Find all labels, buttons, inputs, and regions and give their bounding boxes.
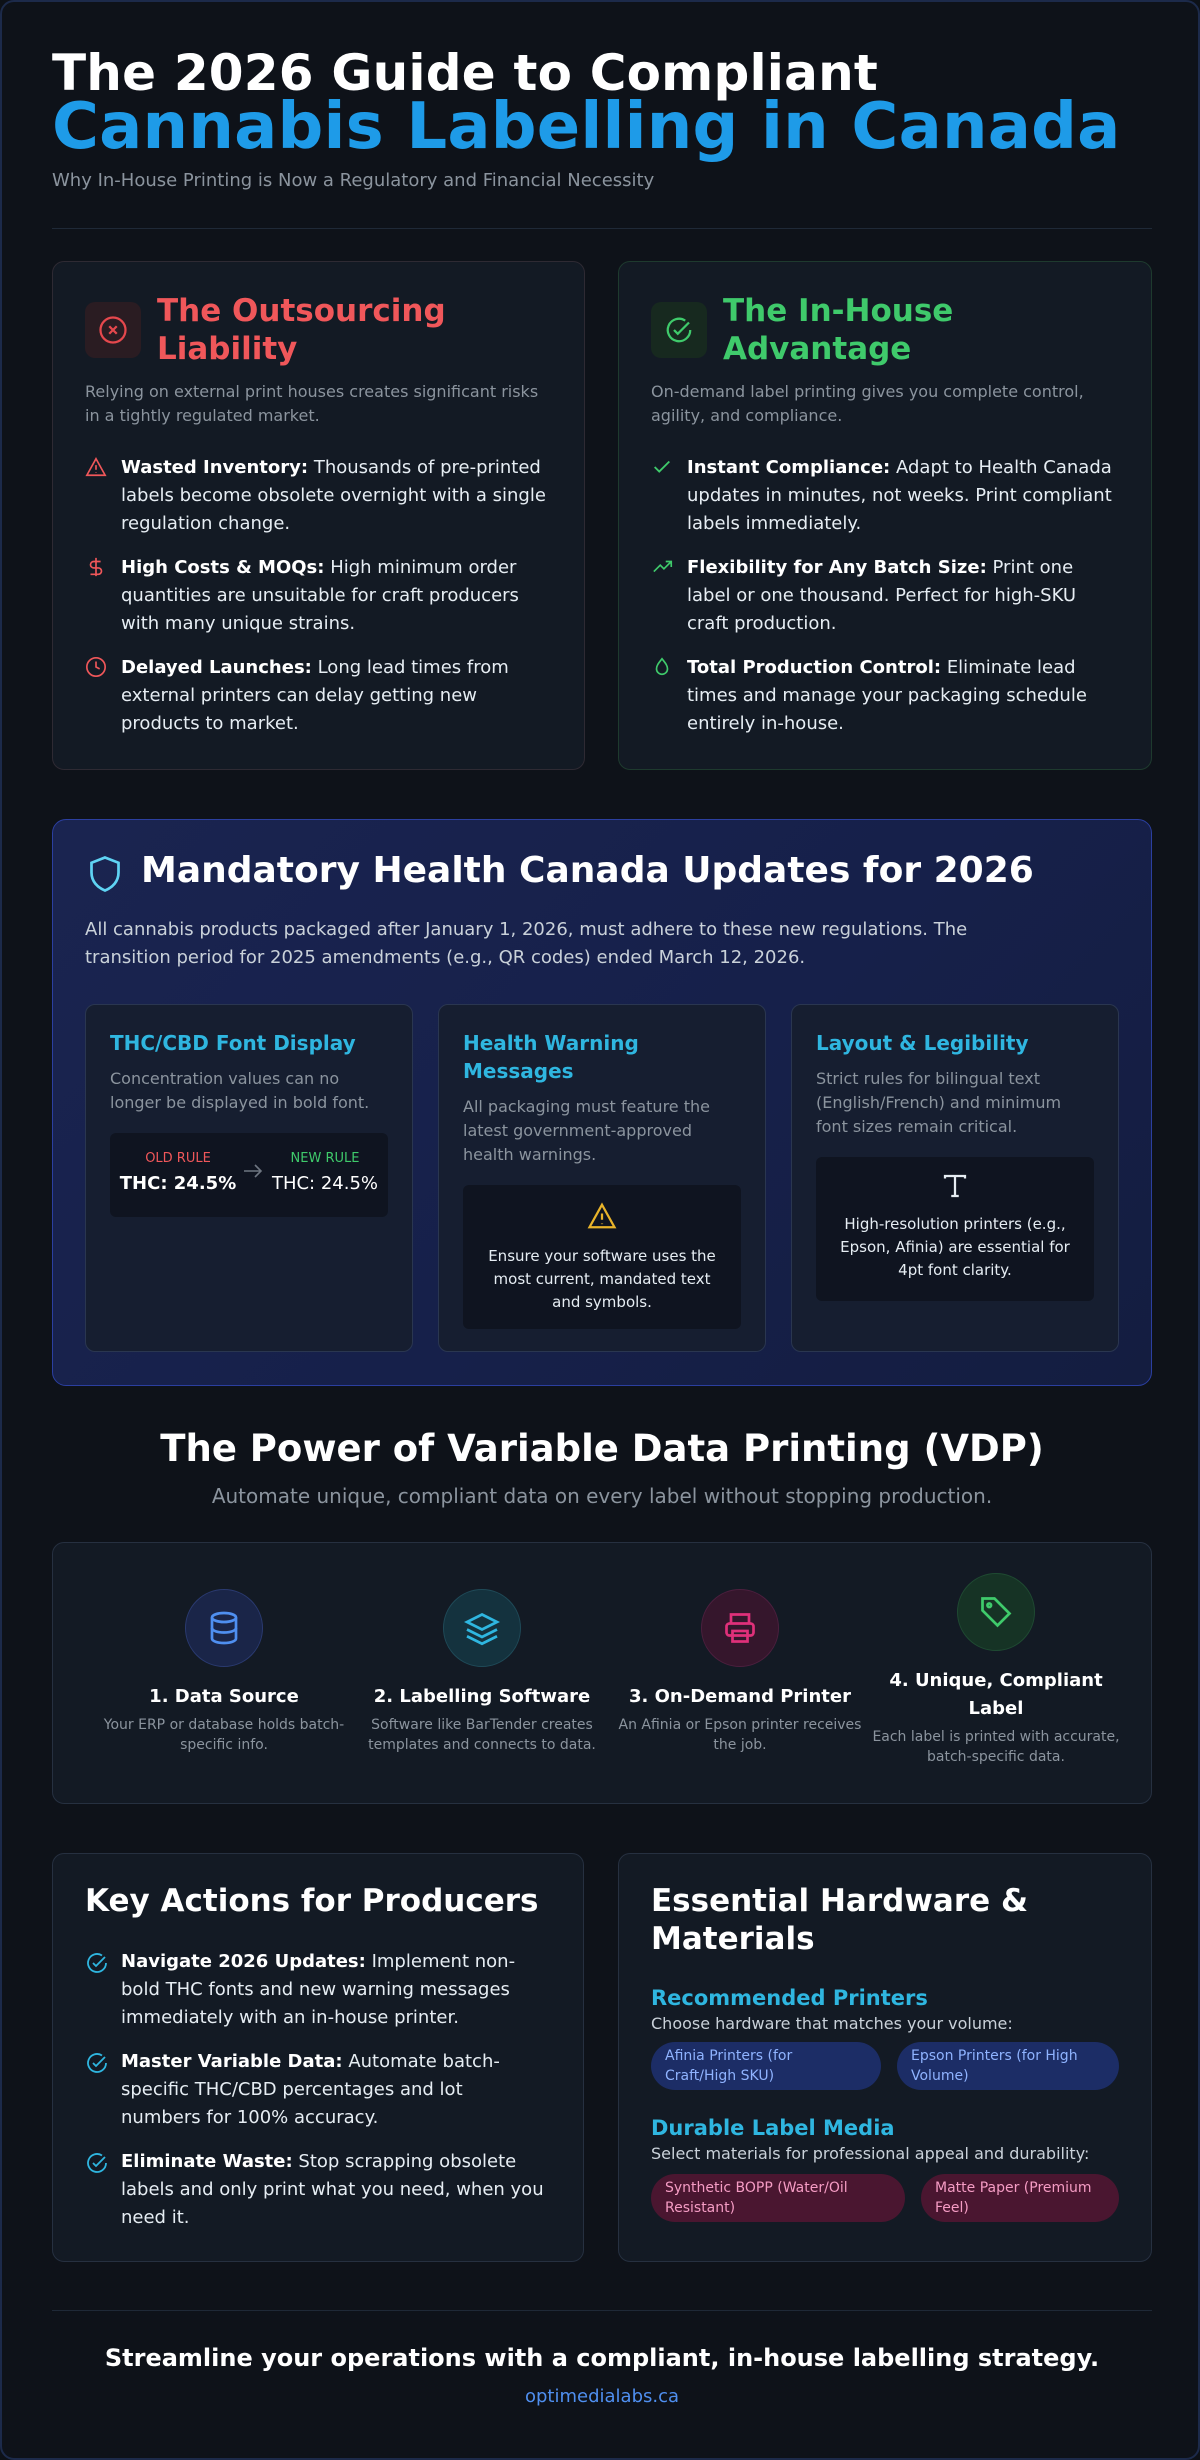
health-warning-card	[438, 1004, 766, 1352]
inhouse-advantage-card	[618, 261, 1152, 770]
step-title: 2. Labelling Software	[373, 1686, 591, 1707]
action-heading: Eliminate Waste:	[121, 2151, 293, 2172]
old-rule-value: THC: 24.5%	[119, 1173, 237, 1194]
item-text: High minimum order quantities are unsuitable for craft producers with many unique strains.	[121, 557, 519, 634]
key-actions-title: Key Actions for Producers	[85, 1883, 539, 1919]
item-heading: Wasted Inventory:	[121, 457, 309, 478]
outsourcing-item	[85, 554, 548, 638]
vdp-step-labelling-software	[357, 1589, 607, 1755]
media-pill: Synthetic BOPP (Water/Oil Resistant)	[651, 2174, 905, 2222]
media-description: Select materials for professional appeal and durability:	[651, 2144, 1090, 2163]
clock-icon	[85, 654, 121, 738]
tag-icon	[957, 1573, 1035, 1651]
action-item	[85, 1948, 547, 2032]
outsourcing-description: Relying on external print houses creates significant risks in a tightly regulated market.	[85, 382, 539, 425]
inhouse-title: The In-House Advantage	[723, 293, 954, 367]
health-warning-note-box	[463, 1185, 741, 1329]
item-text: Long lead times from external printers can delay getting new products to market.	[121, 657, 509, 734]
check-circle-icon	[651, 302, 707, 358]
page-title-line2: Cannabis Labelling in Canada	[52, 90, 1121, 164]
health-warning-title: Health Warning Messages	[463, 1031, 639, 1083]
item-heading: Instant Compliance:	[687, 457, 891, 478]
vdp-step-label	[861, 1573, 1131, 1767]
alert-triangle-icon	[463, 1201, 741, 1235]
step-text: Your ERP or database holds batch-specific info.	[103, 1717, 345, 1753]
droplet-icon	[651, 654, 687, 738]
step-text: Software like BarTender creates templates and connects to data.	[368, 1717, 596, 1753]
font-display-description: Concentration values can no longer be displayed in bold font.	[110, 1069, 370, 1112]
warning-triangle-icon	[85, 454, 121, 538]
key-actions-card	[52, 1853, 584, 2262]
layout-legibility-description: Strict rules for bilingual text (English/French) and minimum font sizes remain critical.	[816, 1069, 1062, 1136]
outsourcing-title: The Outsourcing Liability	[157, 293, 446, 367]
printer-pill: Afinia Printers (for Craft/High SKU)	[651, 2042, 881, 2090]
action-item	[85, 2148, 547, 2232]
footer-cta: Streamline your operations with a compliant, in-house labelling strategy.	[104, 2344, 1100, 2372]
old-rule-label: OLD RULE	[145, 1151, 211, 1166]
printer-icon	[701, 1589, 779, 1667]
step-title: 3. On-Demand Printer	[629, 1686, 851, 1707]
vdp-step-printer	[615, 1589, 865, 1755]
item-heading: Flexibility for Any Batch Size:	[687, 557, 987, 578]
step-title: 1. Data Source	[149, 1686, 299, 1707]
vdp-step-data-source	[99, 1589, 349, 1755]
layout-legibility-title: Layout & Legibility	[816, 1031, 1029, 1055]
new-rule-label: NEW RULE	[290, 1151, 360, 1166]
item-heading: Total Production Control:	[687, 657, 942, 678]
check-icon	[651, 454, 687, 538]
font-display-title: THC/CBD Font Display	[110, 1031, 356, 1055]
hardware-title: Essential Hardware & Materials	[651, 1883, 1028, 1957]
dollar-icon	[85, 554, 121, 638]
item-text: Print one label or one thousand. Perfect for high-SKU craft production.	[687, 557, 1077, 634]
health-warning-note: Ensure your software uses the most current, mandated text and symbols.	[488, 1247, 716, 1311]
type-icon	[816, 1171, 1094, 1205]
footer-divider	[52, 2310, 1152, 2311]
inhouse-item	[651, 554, 1115, 638]
printers-heading: Recommended Printers	[651, 1986, 928, 2010]
media-heading: Durable Label Media	[651, 2116, 895, 2140]
trending-up-icon	[651, 554, 687, 638]
item-heading: Delayed Launches:	[121, 657, 312, 678]
check-circle-icon	[85, 2048, 121, 2132]
item-text: Adapt to Health Canada updates in minutes, not weeks. Print compliant labels immediately.	[687, 457, 1112, 534]
action-heading: Master Variable Data:	[121, 2051, 343, 2072]
page-subtitle: Why In-House Printing is Now a Regulatory and Financial Necessity	[52, 170, 655, 191]
step-title: 4. Unique, Compliant Label	[889, 1670, 1103, 1719]
media-pill: Matte Paper (Premium Feel)	[921, 2174, 1119, 2222]
item-text: Thousands of pre-printed labels become obsolete overnight with a single regulation change.	[121, 457, 546, 534]
action-text: Stop scrapping obsolete labels and only print what you need, when you need it.	[121, 2151, 544, 2228]
vdp-title: The Power of Variable Data Printing (VDP)	[160, 1427, 1044, 1470]
check-circle-icon	[85, 1948, 121, 2032]
font-display-card	[85, 1004, 413, 1352]
step-text: Each label is printed with accurate, batch-specific data.	[872, 1729, 1120, 1765]
step-text: An Afinia or Epson printer receives the job.	[618, 1717, 862, 1753]
mandatory-title: Mandatory Health Canada Updates for 2026	[141, 850, 1034, 891]
vdp-steps-card	[52, 1542, 1152, 1804]
outsourcing-liability-card	[52, 261, 585, 770]
mandatory-updates-section	[52, 819, 1152, 1386]
footer-website-link[interactable]: optimedialabs.ca	[524, 2386, 680, 2407]
shield-icon	[87, 854, 123, 898]
layout-legibility-note-box	[816, 1157, 1094, 1301]
inhouse-item	[651, 654, 1115, 738]
inhouse-item	[651, 454, 1115, 538]
layers-icon	[443, 1589, 521, 1667]
outsourcing-item	[85, 654, 548, 738]
hardware-card	[618, 1853, 1152, 2262]
page-title-line1: The 2026 Guide to Compliant	[52, 44, 878, 102]
item-heading: High Costs & MOQs:	[121, 557, 325, 578]
item-text: Eliminate lead times and manage your packaging schedule entirely in-house.	[687, 657, 1087, 734]
mandatory-description: All cannabis products packaged after January 1, 2026, must adhere to these new regulations. The transition period for 2025 amendments (e.g., QR codes) ended March 12, 2026.	[85, 919, 968, 968]
action-text: Implement non-bold THC fonts and new warning messages immediately with an in-house printer.	[121, 1951, 516, 2028]
action-item	[85, 2048, 547, 2132]
layout-legibility-note: High-resolution printers (e.g., Epson, Afinia) are essential for 4pt font clarity.	[840, 1215, 1070, 1279]
action-text: Automate batch-specific THC/CBD percentages and lot numbers for 100% accuracy.	[121, 2051, 500, 2128]
outsourcing-item	[85, 454, 548, 538]
rule-comparison	[110, 1133, 388, 1217]
inhouse-description: On-demand label printing gives you complete control, agility, and compliance.	[651, 382, 1084, 425]
x-circle-icon	[85, 302, 141, 358]
check-circle-icon	[85, 2148, 121, 2232]
health-warning-description: All packaging must feature the latest government-approved health warnings.	[463, 1097, 710, 1164]
database-icon	[185, 1589, 263, 1667]
printers-description: Choose hardware that matches your volume:	[651, 2014, 1013, 2033]
header-divider	[52, 228, 1152, 229]
new-rule-value: THC: 24.5%	[271, 1173, 379, 1194]
action-heading: Navigate 2026 Updates:	[121, 1951, 366, 1972]
layout-legibility-card	[791, 1004, 1119, 1352]
printer-pill: Epson Printers (for High Volume)	[897, 2042, 1119, 2090]
vdp-subtitle: Automate unique, compliant data on every label without stopping production.	[211, 1484, 993, 1508]
